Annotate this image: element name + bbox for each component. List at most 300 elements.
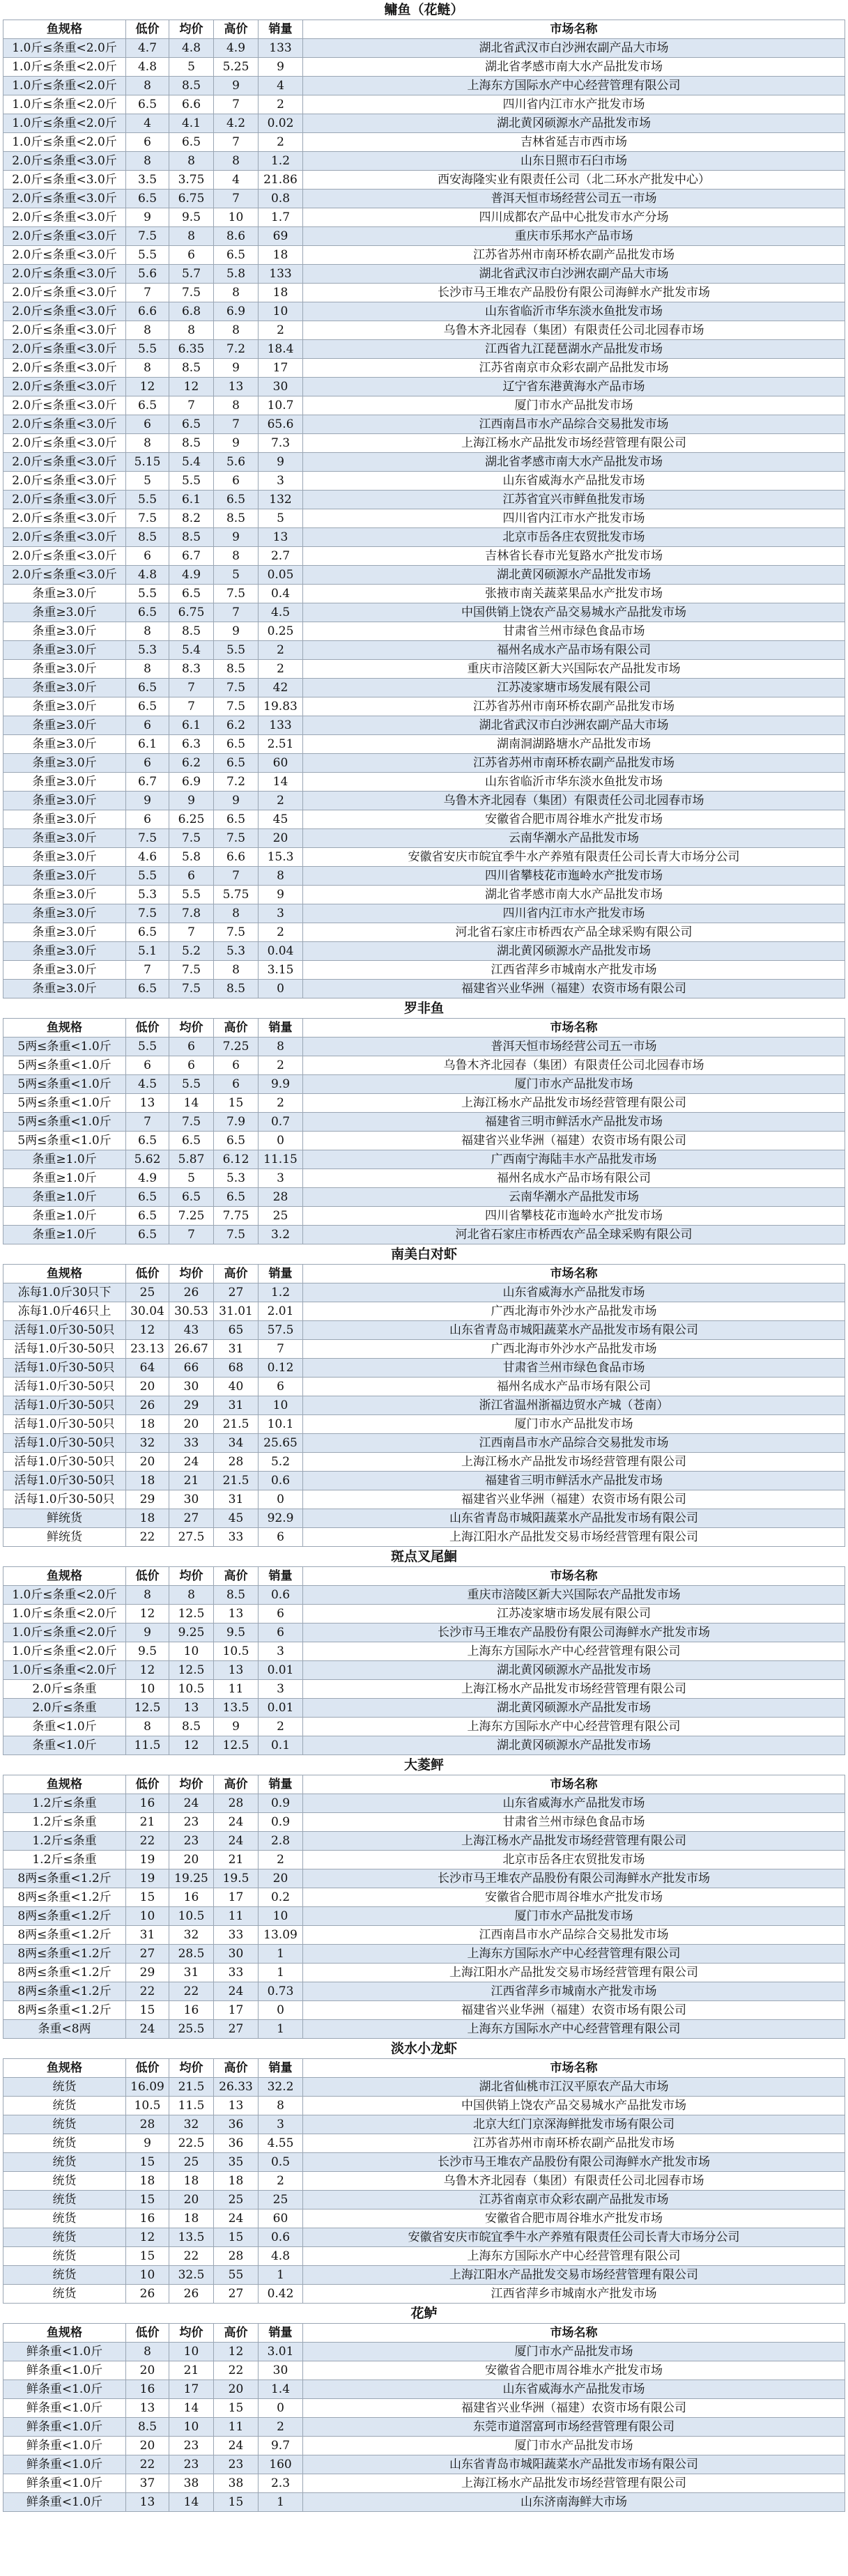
cell-avg: 24 [169,1794,214,1813]
table-row [3,660,845,679]
price-table [3,1775,845,2039]
cell-low: 7 [126,961,169,980]
cell-low: 13 [126,2493,169,2512]
cell-vol: 60 [259,2209,303,2228]
cell-spec: 活每1.0斤30-50只 [3,1321,126,1340]
column-header-avg: 均价 [169,1019,214,1038]
cell-low: 5.5 [126,491,169,509]
cell-vol: 0 [259,2001,303,2020]
cell-avg: 21 [169,2361,214,2380]
cell-market: 中国供销上饶农产品交易城水产品批发市场 [303,603,845,622]
cell-high: 8 [214,547,259,566]
cell-vol: 0.9 [259,1813,303,1832]
cell-vol: 9.9 [259,1075,303,1094]
cell-low: 8 [126,434,169,453]
cell-market: 江苏省宜兴市鲜鱼批发市场 [303,491,845,509]
cell-vol: 3.2 [259,1226,303,1244]
table-row [3,1113,845,1132]
table-row [3,415,845,434]
cell-low: 8 [126,1718,169,1736]
table-row [3,1453,845,1472]
cell-market: 西安海隆实业有限责任公司（北二环水产批发中心） [303,171,845,190]
cell-high: 7 [214,133,259,152]
cell-avg: 7 [169,1226,214,1244]
cell-high: 23 [214,2455,259,2474]
cell-vol: 15.3 [259,848,303,867]
cell-spec: 条重≥3.0斤 [3,848,126,867]
table-row [3,697,845,716]
column-header-market: 市场名称 [303,2059,845,2078]
cell-avg: 6.6 [169,95,214,114]
table-row [3,1094,845,1113]
cell-low: 18 [126,1509,169,1528]
table-row [3,2172,845,2191]
cell-avg: 18 [169,2172,214,2191]
cell-market: 福建省兴业华洲（福建）农资市场有限公司 [303,1490,845,1509]
cell-high: 6.5 [214,491,259,509]
cell-high: 5 [214,566,259,585]
cell-market: 四川省内江市水产批发市场 [303,95,845,114]
column-header-spec: 鱼规格 [3,20,126,39]
cell-spec: 活每1.0斤30-50只 [3,1472,126,1490]
cell-spec: 鲜统货 [3,1509,126,1528]
cell-low: 4.6 [126,848,169,867]
cell-spec: 8两≤条重<1.2斤 [3,1869,126,1888]
cell-vol: 17 [259,359,303,378]
table-row [3,1907,845,1926]
cell-avg: 5.5 [169,1075,214,1094]
column-header-high: 高价 [214,1567,259,1586]
column-header-spec: 鱼规格 [3,2059,126,2078]
table-row [3,716,845,735]
cell-high: 8.5 [214,509,259,528]
price-table [3,1264,845,1547]
cell-avg: 20 [169,2191,214,2209]
cell-vol: 14 [259,773,303,792]
cell-market: 江苏省苏州市南环桥农副产品批发市场 [303,2134,845,2153]
cell-market: 厦门市水产品批发市场 [303,1907,845,1926]
cell-market: 江西南昌市水产品综合交易批发市场 [303,415,845,434]
cell-high: 8.5 [214,1586,259,1605]
cell-market: 厦门市水产品批发市场 [303,1415,845,1434]
cell-vol: 10.7 [259,396,303,415]
section-title: 鳙鱼（花鲢） [384,2,464,17]
cell-high: 20 [214,2380,259,2399]
cell-avg: 20 [169,1851,214,1869]
cell-vol: 5.2 [259,1453,303,1472]
cell-market: 中国供销上饶农产品交易城水产品批发市场 [303,2097,845,2115]
cell-vol: 6 [259,1528,303,1547]
cell-low: 6.5 [126,190,169,208]
cell-low: 13 [126,2399,169,2418]
table-row [3,2209,845,2228]
cell-high: 24 [214,1813,259,1832]
cell-low: 13 [126,1094,169,1113]
cell-low: 5 [126,472,169,491]
cell-spec: 条重≥3.0斤 [3,810,126,829]
section-title: 斑点叉尾鮰 [390,1549,457,1564]
table-row [3,2493,845,2512]
cell-market: 山东省威海水产品批发市场 [303,1794,845,1813]
column-header-vol: 销量 [259,2324,303,2343]
cell-avg: 19.25 [169,1869,214,1888]
cell-avg: 8 [169,1586,214,1605]
cell-high: 10 [214,208,259,227]
cell-spec: 条重≥3.0斤 [3,622,126,641]
cell-low: 26 [126,1396,169,1415]
cell-market: 甘肃省兰州市绿色食品市场 [303,1359,845,1378]
cell-low: 15 [126,2247,169,2266]
table-row [3,848,845,867]
cell-vol: 0.8 [259,190,303,208]
table-row [3,95,845,114]
column-header-high: 高价 [214,2324,259,2343]
cell-high: 9 [214,1718,259,1736]
table-row [3,1680,845,1699]
cell-market: 上海江杨水产品批发市场经营管理有限公司 [303,1680,845,1699]
table-row [3,1624,845,1642]
cell-low: 12 [126,1321,169,1340]
column-header-high: 高价 [214,1775,259,1794]
section-title: 罗非鱼 [403,1001,444,1016]
cell-high: 7 [214,867,259,886]
cell-low: 4.5 [126,1075,169,1094]
cell-vol: 0.02 [259,114,303,133]
cell-high: 13 [214,1661,259,1680]
cell-spec: 活每1.0斤30-50只 [3,1434,126,1453]
cell-market: 上海东方国际水产中心经营管理有限公司 [303,1945,845,1964]
cell-avg: 28.5 [169,1945,214,1964]
cell-vol: 2 [259,641,303,660]
cell-high: 7.75 [214,1207,259,1226]
cell-avg: 10 [169,2343,214,2361]
cell-vol: 69 [259,227,303,246]
cell-low: 8.5 [126,528,169,547]
cell-low: 20 [126,2361,169,2380]
cell-high: 9 [214,359,259,378]
table-row [3,1661,845,1680]
price-table [3,20,845,998]
cell-high: 7.2 [214,773,259,792]
cell-market: 上海江杨水产品批发市场经营管理有限公司 [303,1832,845,1851]
table-row [3,886,845,904]
cell-high: 27 [214,1283,259,1302]
cell-low: 12 [126,1661,169,1680]
cell-low: 16 [126,2380,169,2399]
cell-avg: 5.5 [169,472,214,491]
cell-market: 湖北省武汉市白沙洲农副产品大市场 [303,39,845,58]
cell-vol: 2.7 [259,547,303,566]
table-row [3,867,845,886]
cell-spec: 条重≥3.0斤 [3,867,126,886]
cell-vol: 1 [259,1945,303,1964]
cell-avg: 4.8 [169,39,214,58]
cell-spec: 2.0斤≤条重<3.0斤 [3,227,126,246]
cell-vol: 1 [259,2020,303,2039]
cell-low: 8 [126,660,169,679]
cell-high: 21.5 [214,1415,259,1434]
cell-high: 8.5 [214,980,259,998]
cell-high: 11 [214,1680,259,1699]
cell-spec: 2.0斤≤条重<3.0斤 [3,566,126,585]
cell-market: 上海江阳水产品批发交易市场经营管理有限公司 [303,2266,845,2285]
cell-market: 山东省青岛市城阳蔬菜水产品批发市场有限公司 [303,1509,845,1528]
cell-market: 江苏省南京市众彩农副产品批发市场 [303,2191,845,2209]
cell-market: 江西省萍乡市城南水产批发市场 [303,1982,845,2001]
cell-market: 福建省兴业华洲（福建）农资市场有限公司 [303,2001,845,2020]
cell-spec: 2.0斤≤条重<3.0斤 [3,152,126,171]
cell-vol: 92.9 [259,1509,303,1528]
cell-spec: 5两≤条重<1.0斤 [3,1038,126,1056]
cell-high: 28 [214,1794,259,1813]
price-table [3,1018,845,1244]
table-row [3,2285,845,2304]
cell-low: 4 [126,114,169,133]
table-row [3,904,845,923]
table-row [3,1813,845,1832]
table-row [3,1642,845,1661]
cell-vol: 4.8 [259,2247,303,2266]
cell-vol: 20 [259,829,303,848]
cell-market: 长沙市马王堆农产品股份有限公司海鲜水产批发市场 [303,1869,845,1888]
cell-market: 云南华潮水产品批发市场 [303,1188,845,1207]
cell-spec: 1.2斤≤条重 [3,1794,126,1813]
cell-spec: 8两≤条重<1.2斤 [3,1945,126,1964]
cell-high: 4 [214,171,259,190]
cell-market: 湖北省武汉市白沙洲农副产品大市场 [303,716,845,735]
cell-vol: 5 [259,509,303,528]
cell-vol: 0.6 [259,2228,303,2247]
table-row [3,340,845,359]
cell-high: 68 [214,1359,259,1378]
cell-market: 安徽省安庆市皖宜季牛水产养殖有限责任公司长青大市场分公司 [303,848,845,867]
cell-spec: 1.0斤≤条重<2.0斤 [3,1642,126,1661]
cell-vol: 4.5 [259,603,303,622]
cell-avg: 32 [169,2115,214,2134]
cell-avg: 8.3 [169,660,214,679]
cell-spec: 2.0斤≤条重<3.0斤 [3,284,126,302]
cell-spec: 1.0斤≤条重<2.0斤 [3,95,126,114]
cell-vol: 2.3 [259,2474,303,2493]
cell-avg: 32 [169,1926,214,1945]
cell-avg: 7 [169,396,214,415]
cell-high: 7 [214,415,259,434]
cell-avg: 14 [169,2493,214,2512]
cell-low: 7.5 [126,509,169,528]
cell-low: 8 [126,622,169,641]
cell-avg: 5.7 [169,265,214,284]
cell-vol: 7 [259,1340,303,1359]
cell-vol: 2 [259,1094,303,1113]
cell-vol: 42 [259,679,303,697]
cell-market: 厦门市水产品批发市场 [303,396,845,415]
cell-market: 上海东方国际水产中心经营管理有限公司 [303,2020,845,2039]
cell-avg: 20 [169,1415,214,1434]
cell-low: 5.5 [126,585,169,603]
cell-spec: 鲜条重<1.0斤 [3,2399,126,2418]
cell-low: 15 [126,2001,169,2020]
table-row [3,1396,845,1415]
cell-vol: 0.73 [259,1982,303,2001]
table-row [3,1302,845,1321]
cell-market: 上海江杨水产品批发市场经营管理有限公司 [303,2474,845,2493]
cell-low: 6.5 [126,1226,169,1244]
cell-avg: 8.5 [169,1718,214,1736]
cell-low: 8.5 [126,2418,169,2437]
cell-market: 北京市岳各庄农贸批发市场 [303,1851,845,1869]
cell-vol: 18 [259,284,303,302]
cell-low: 5.15 [126,453,169,472]
cell-market: 长沙市马王堆农产品股份有限公司海鲜水产批发市场 [303,1624,845,1642]
table-row [3,1869,845,1888]
cell-avg: 5.4 [169,641,214,660]
cell-avg: 9.25 [169,1624,214,1642]
cell-low: 19 [126,1869,169,1888]
table-row [3,679,845,697]
table-row [3,1794,845,1813]
cell-low: 20 [126,1378,169,1396]
cell-market: 山东省临沂市华东淡水鱼批发市场 [303,773,845,792]
cell-market: 上海江杨水产品批发市场经营管理有限公司 [303,1094,845,1113]
cell-vol: 0.5 [259,2153,303,2172]
cell-vol: 1 [259,1964,303,1982]
cell-spec: 2.0斤≤条重<3.0斤 [3,359,126,378]
cell-low: 29 [126,1964,169,1982]
table-row [3,528,845,547]
cell-avg: 7.5 [169,1113,214,1132]
cell-market: 河北省石家庄市桥西农产品全球采购有限公司 [303,1226,845,1244]
cell-high: 7.5 [214,697,259,716]
cell-vol: 0.1 [259,1736,303,1755]
cell-vol: 160 [259,2455,303,2474]
cell-low: 16.09 [126,2078,169,2097]
cell-low: 6 [126,754,169,773]
cell-high: 6 [214,1075,259,1094]
cell-high: 21 [214,1851,259,1869]
cell-high: 4.9 [214,39,259,58]
table-row [3,735,845,754]
cell-spec: 1.0斤≤条重<2.0斤 [3,1624,126,1642]
cell-vol: 6 [259,1605,303,1624]
column-header-high: 高价 [214,20,259,39]
cell-market: 湖北黄冈硕源水产品批发市场 [303,1699,845,1718]
column-header-market: 市场名称 [303,1265,845,1283]
cell-low: 4.8 [126,566,169,585]
column-header-avg: 均价 [169,1775,214,1794]
cell-spec: 统货 [3,2285,126,2304]
cell-spec: 统货 [3,2153,126,2172]
table-row [3,2361,845,2380]
cell-market: 湖北省孝感市南大水产品批发市场 [303,453,845,472]
cell-vol: 10 [259,1396,303,1415]
cell-low: 22 [126,2455,169,2474]
header-row [3,2059,845,2078]
cell-low: 5.6 [126,265,169,284]
cell-spec: 8两≤条重<1.2斤 [3,1907,126,1926]
cell-high: 7.5 [214,923,259,942]
cell-market: 安徽省合肥市周谷堆水产批发市场 [303,1888,845,1907]
cell-avg: 8 [169,152,214,171]
cell-avg: 22 [169,1982,214,2001]
cell-low: 3.5 [126,171,169,190]
cell-vol: 13 [259,528,303,547]
cell-high: 18 [214,2172,259,2191]
cell-avg: 4.9 [169,566,214,585]
cell-spec: 2.0斤≤条重<3.0斤 [3,302,126,321]
cell-vol: 4.55 [259,2134,303,2153]
cell-avg: 9 [169,792,214,810]
cell-vol: 25 [259,1207,303,1226]
table-row [3,39,845,58]
cell-avg: 5.2 [169,942,214,961]
column-header-vol: 销量 [259,1265,303,1283]
cell-avg: 14 [169,1094,214,1113]
table-row [3,566,845,585]
cell-vol: 10 [259,302,303,321]
cell-low: 30.04 [126,1302,169,1321]
cell-market: 上海江杨水产品批发市场经营管理有限公司 [303,1453,845,1472]
cell-low: 6.5 [126,980,169,998]
cell-vol: 3 [259,904,303,923]
table-row [3,2474,845,2493]
cell-low: 8 [126,1586,169,1605]
cell-avg: 21 [169,1472,214,1490]
cell-vol: 9.7 [259,2437,303,2455]
cell-spec: 条重<8两 [3,2020,126,2039]
cell-high: 9 [214,622,259,641]
cell-spec: 条重≥3.0斤 [3,660,126,679]
cell-spec: 条重<1.0斤 [3,1718,126,1736]
table-row [3,321,845,340]
table-row [3,1132,845,1150]
table-row [3,1736,845,1755]
cell-avg: 23 [169,2437,214,2455]
cell-vol: 133 [259,39,303,58]
column-header-low: 低价 [126,2324,169,2343]
cell-vol: 2.8 [259,1832,303,1851]
cell-spec: 条重≥1.0斤 [3,1207,126,1226]
cell-high: 11 [214,2418,259,2437]
table-row [3,1415,845,1434]
cell-low: 10 [126,1907,169,1926]
cell-avg: 6.35 [169,340,214,359]
cell-high: 15 [214,1094,259,1113]
table-row [3,472,845,491]
cell-market: 东莞市道滘富珂市场经营管理有限公司 [303,2418,845,2437]
cell-avg: 23 [169,1832,214,1851]
column-header-spec: 鱼规格 [3,1265,126,1283]
cell-high: 15 [214,2399,259,2418]
cell-market: 福建省三明市鲜活水产品批发市场 [303,1472,845,1490]
cell-vol: 0.2 [259,1888,303,1907]
cell-market: 安徽省合肥市周谷堆水产批发市场 [303,2361,845,2380]
cell-vol: 3 [259,1169,303,1188]
cell-high: 8.6 [214,227,259,246]
cell-vol: 3 [259,1680,303,1699]
cell-low: 7.5 [126,829,169,848]
table-row [3,1378,845,1396]
cell-avg: 26 [169,2285,214,2304]
cell-low: 16 [126,1794,169,1813]
cell-high: 5.75 [214,886,259,904]
cell-vol: 2 [259,95,303,114]
column-header-low: 低价 [126,1265,169,1283]
cell-avg: 12 [169,1736,214,1755]
cell-spec: 鲜条重<1.0斤 [3,2474,126,2493]
cell-low: 5.5 [126,867,169,886]
cell-high: 12.5 [214,1736,259,1755]
cell-high: 33 [214,1528,259,1547]
